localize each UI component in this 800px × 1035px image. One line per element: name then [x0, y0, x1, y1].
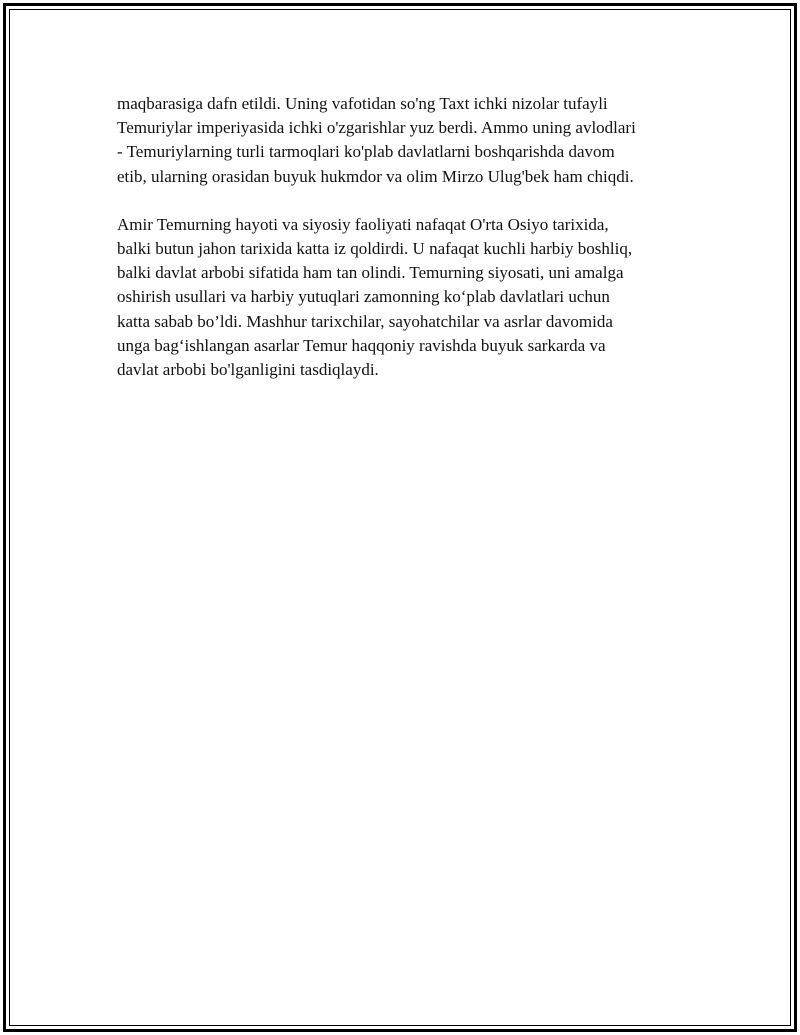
paragraph-2 — [117, 213, 707, 382]
document-body — [117, 92, 707, 406]
paragraph-line: balki davlat arbobi sifatida ham tan olindi. Temurning siyosati, uni amalga — [117, 263, 624, 283]
paragraph-line: balki butun jahon tarixida katta iz qoldirdi. U nafaqat kuchli harbiy boshliq, — [117, 239, 633, 259]
paragraph-line: Amir Temurning hayoti va siyosiy faoliyati nafaqat O'rta Osiyo tarixida, — [117, 214, 609, 234]
paragraph-line: etib, ularning orasidan buyuk hukmdor va olim Mirzo Ulug'bek ham chiqdi. — [117, 166, 634, 186]
paragraph-1 — [117, 92, 707, 189]
paragraph-line: katta sabab bo’ldi. Mashhur tarixchilar, sayohatchilar va asrlar davomida — [117, 311, 613, 331]
paragraph-line: davlat arbobi bo'lganligini tasdiqlaydi. — [117, 360, 379, 380]
paragraph-line: oshirish usullari va harbiy yutuqlari zamonning koʻplab davlatlari uchun — [117, 287, 610, 307]
paragraph-line: maqbarasiga dafn etildi. Uning vafotidan so'ng Taxt ichki nizolar tufayli — [117, 94, 608, 113]
paragraph-line: unga bagʻishlangan asarlar Temur haqqoniy ravishda buyuk sarkarda va — [117, 335, 606, 355]
paragraph-line: - Temuriylarning turli tarmoqlari ko'plab davlatlarni boshqarishda davom — [117, 142, 615, 162]
paragraph-line: Temuriylar imperiyasida ichki o'zgarishlar yuz berdi. Ammo uning avlodlari — [117, 118, 636, 138]
